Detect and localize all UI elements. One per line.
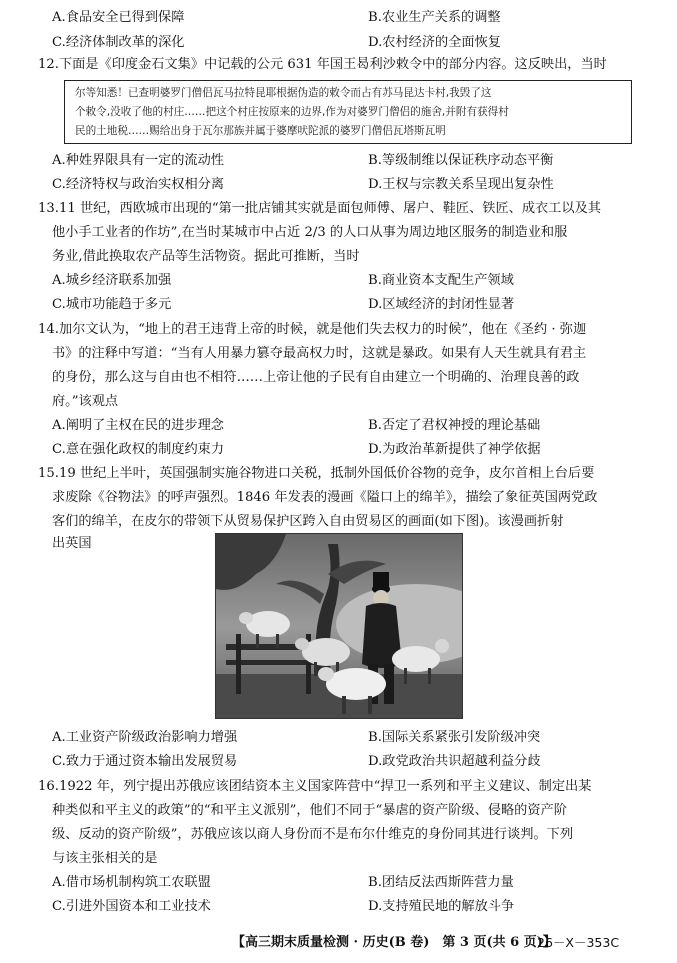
q15-stem-line: 出英国 xyxy=(52,536,92,551)
q13-stem-line: 他小手工业者的作坊”,在当时某城市中占近 2/3 的人口从事为周边地区服务的制造业和服 xyxy=(52,225,568,240)
page-footer: 【高三期末质量检测 · 历史(B 卷) 第 3 页(共 6 页)】 xyxy=(232,935,556,950)
q14-option-b: B.否定了君权神授的理论基础 xyxy=(368,418,541,433)
q16-stem-line: 级、反动的资产阶级”，苏俄应该以商人身份而不是布尔什维克的身份同其进行谈判。下列 xyxy=(52,827,574,842)
q15-option-b: B.国际关系紧张引发阶级冲突 xyxy=(368,730,541,745)
prev-option-c: C.经济体制改革的深化 xyxy=(52,35,185,50)
q13-option-c: C.城市功能趋于多元 xyxy=(52,297,172,312)
q15-stem-line: 客们的绵羊，在皮尔的带领下从贸易保护区跨入自由贸易区的画面(如下图)。该漫画折射 xyxy=(52,514,564,529)
q14-stem-line: 府。”该观点 xyxy=(52,394,119,409)
q12-quote-box xyxy=(64,80,632,144)
q15-option-c: C.致力于通过资本输出发展贸易 xyxy=(52,754,238,769)
q12-quote-line: 民的土地税……赐给出身于瓦尔那族并属于婆摩吠陀派的婆罗门僧侣瓦塔斯瓦明 xyxy=(75,125,446,137)
q14-option-c: C.意在强化政权的制度约束力 xyxy=(52,442,225,457)
q12-option-d: D.王权与宗教关系呈现出复杂性 xyxy=(368,177,554,192)
prev-option-d: D.农村经济的全面恢复 xyxy=(368,35,501,50)
q12-quote-line: 个敕令,没收了他的村庄……把这个村庄按原来的边界,作为对婆罗门僧侣的施舍,并附有获得村 xyxy=(75,106,509,118)
q13-option-a: A.城乡经济联系加强 xyxy=(52,273,172,288)
q12-option-c: C.经济特权与政治实权相分离 xyxy=(52,177,225,192)
q14-option-a: A.阐明了主权在民的进步理念 xyxy=(52,418,224,433)
sheep-cartoon-image xyxy=(215,533,463,719)
q15-option-a: A.工业资产阶级政治影响力增强 xyxy=(52,730,238,745)
q14-stem-line: 书》的注释中写道：“当有人用暴力篡夺最高权力时，这就是暴政。如果有人天生就具有君主 xyxy=(52,346,587,361)
q16-stem-line: 种类似和平主义的政策”的“和平主义派别”，他们不同于“暴虐的资产阶级、侵略的资产阶 xyxy=(52,803,567,818)
q15-stem-line: 15.19 世纪上半叶，英国强制实施谷物进口关税，抵制外国低价谷物的竞争，皮尔首相上台后要 xyxy=(38,466,595,481)
q15-stem-line: 求废除《谷物法》的呼声强烈。1846 年发表的漫画《隘口上的绵羊》，描绘了象征英国两党政 xyxy=(52,490,598,505)
q16-stem-line: 16.1922 年，列宁提出苏俄应该团结资本主义国家阵营中“捍卫一系列和平主义建议、制定出某 xyxy=(38,779,592,794)
q16-option-c: C.引进外国资本和工业技术 xyxy=(52,899,211,914)
prev-option-a: A.食品安全已得到保障 xyxy=(52,10,185,25)
q12-option-b: B.等级制维以保证秩序动态平衡 xyxy=(368,153,554,168)
paper-code: 26－X－353C xyxy=(537,935,620,950)
q13-stem-line: 务业,借此换取农产品等生活物资。据此可推断，当时 xyxy=(52,249,360,264)
q13-option-b: B.商业资本支配生产领域 xyxy=(368,273,514,288)
q16-option-b: B.团结反法西斯阵营力量 xyxy=(368,875,514,890)
q12-option-a: A.种姓界限具有一定的流动性 xyxy=(52,153,224,168)
q14-option-d: D.为政治革新提供了神学依据 xyxy=(368,442,541,457)
q12-quote-line: 尔等知悉！已查明婆罗门僧侣瓦马拉特昆耶根据伪造的敕令而占有苏马昆达卡村,我毁了这 xyxy=(75,87,492,99)
q12-stem: 12.下面是《印度金石文集》中记载的公元 631 年国王曷利沙敕令中的部分内容。这反映出，当时 xyxy=(38,57,607,72)
q14-stem-line: 14.加尔文认为，“地上的君王违背上帝的时候，就是他们失去权力的时候”，他在《圣约 · 弥迦 xyxy=(38,322,587,337)
q16-option-d: D.支持殖民地的解放斗争 xyxy=(368,899,515,914)
q14-stem-line: 的身份，那么这与自由也不相符……上帝让他的子民有自由建立一个明确的、治理良善的政 xyxy=(52,370,580,385)
q15-option-d: D.政党政治共识超越利益分歧 xyxy=(368,754,541,769)
q16-stem-line: 与该主张相关的是 xyxy=(52,851,158,866)
q13-stem-line: 13.11 世纪，西欧城市出现的“第一批店铺其实就是面包师傅、屠户、鞋匠、铁匠、成衣工以及其 xyxy=(38,201,601,216)
q13-option-d: D.区域经济的封闭性显著 xyxy=(368,297,515,312)
prev-option-b: B.农业生产关系的调整 xyxy=(368,10,501,25)
q16-option-a: A.借市场机制构筑工农联盟 xyxy=(52,875,211,890)
